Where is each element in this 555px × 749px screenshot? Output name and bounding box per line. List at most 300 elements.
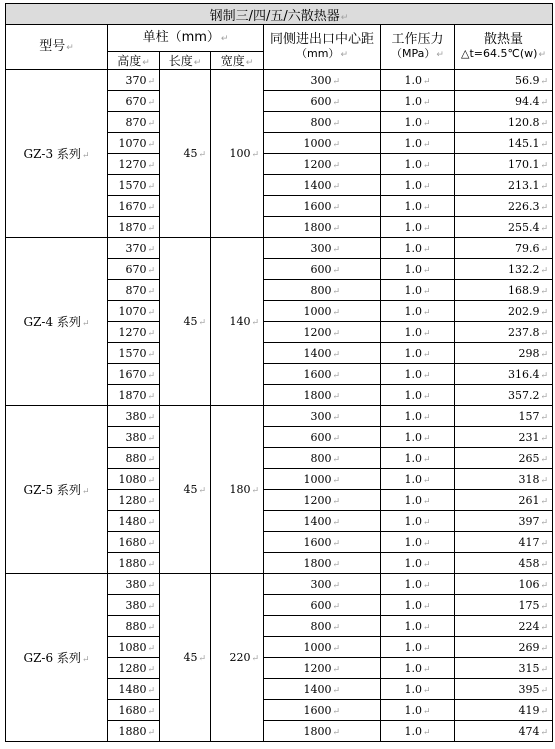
- pressure-cell-value: 1.0: [404, 94, 422, 108]
- height-cell-value: 1680: [118, 535, 147, 549]
- pressure-cell: [381, 532, 455, 553]
- center-distance-cell-value: 1000: [303, 304, 332, 318]
- paragraph-mark-icon: ↵: [147, 454, 155, 465]
- pressure-cell: [381, 595, 455, 616]
- heat-output-cell-value: 419: [518, 703, 540, 717]
- center-distance-cell: [264, 511, 381, 532]
- header-heat-condition: △t=64.5℃(w): [461, 46, 538, 60]
- pressure-cell: [381, 553, 455, 574]
- heat-output-cell: [455, 679, 553, 700]
- pressure-cell: [381, 385, 455, 406]
- height-cell: [108, 238, 160, 259]
- heat-output-cell-value: 132.2: [507, 262, 540, 276]
- paragraph-mark-icon: ↵: [220, 33, 229, 44]
- paragraph-mark-icon: ↵: [332, 559, 340, 570]
- height-cell: [108, 574, 160, 595]
- paragraph-mark-icon: ↵: [332, 328, 340, 339]
- center-distance-cell: [264, 175, 381, 196]
- height-cell-value: 370: [125, 241, 147, 255]
- heat-output-cell: [455, 637, 553, 658]
- paragraph-mark-icon: ↵: [332, 370, 340, 381]
- paragraph-mark-icon: ↵: [251, 654, 259, 664]
- height-cell-value: 1870: [118, 388, 147, 402]
- center-distance-cell: [264, 112, 381, 133]
- center-distance-cell: [264, 259, 381, 280]
- paragraph-mark-icon: ↵: [540, 475, 549, 486]
- height-cell: [108, 175, 160, 196]
- heat-output-cell-value: 175: [518, 598, 540, 612]
- length-cell: [160, 238, 211, 406]
- table-title-text: 钢制三/四/五/六散热器: [209, 8, 340, 24]
- center-distance-cell-value: 300: [310, 73, 332, 87]
- height-cell-value: 380: [125, 430, 147, 444]
- paragraph-mark-icon: ↵: [422, 76, 431, 87]
- pressure-cell-value: 1.0: [404, 220, 422, 234]
- height-cell-value: 1280: [118, 493, 147, 507]
- pressure-cell-value: 1.0: [404, 388, 422, 402]
- height-cell-value: 880: [125, 619, 147, 633]
- pressure-cell: [381, 679, 455, 700]
- paragraph-mark-icon: ↵: [147, 517, 155, 528]
- heat-output-cell-value: 224: [518, 619, 540, 633]
- header-length-label: 长度: [168, 54, 193, 68]
- height-cell: [108, 112, 160, 133]
- paragraph-mark-icon: ↵: [540, 538, 549, 549]
- header-single-column: [108, 25, 264, 52]
- pressure-cell-value: 1.0: [404, 199, 422, 213]
- paragraph-mark-icon: ↵: [332, 118, 340, 129]
- paragraph-mark-icon: ↵: [251, 318, 259, 328]
- pressure-cell: [381, 637, 455, 658]
- center-distance-cell: [264, 364, 381, 385]
- paragraph-mark-icon: ↵: [540, 643, 549, 654]
- pressure-cell-value: 1.0: [404, 577, 422, 591]
- height-cell-value: 670: [125, 262, 147, 276]
- height-cell: [108, 469, 160, 490]
- center-distance-cell-value: 1400: [303, 514, 332, 528]
- center-distance-cell-value: 300: [310, 409, 332, 423]
- center-distance-cell-value: 1400: [303, 346, 332, 360]
- height-cell-value: 880: [125, 451, 147, 465]
- model-cell-value: GZ-6 系列: [23, 651, 81, 665]
- pressure-cell-value: 1.0: [404, 598, 422, 612]
- paragraph-mark-icon: ↵: [540, 433, 549, 444]
- paragraph-mark-icon: ↵: [332, 706, 340, 717]
- paragraph-mark-icon: ↵: [198, 486, 206, 496]
- paragraph-mark-icon: ↵: [81, 319, 90, 329]
- paragraph-mark-icon: ↵: [540, 664, 549, 675]
- pressure-cell-value: 1.0: [404, 325, 422, 339]
- paragraph-mark-icon: ↵: [332, 139, 340, 150]
- paragraph-mark-icon: ↵: [251, 486, 259, 496]
- height-cell: [108, 259, 160, 280]
- paragraph-mark-icon: ↵: [332, 475, 340, 486]
- model-cell: [6, 574, 108, 742]
- paragraph-mark-icon: ↵: [422, 223, 431, 234]
- paragraph-mark-icon: ↵: [422, 139, 431, 150]
- pressure-cell: [381, 322, 455, 343]
- paragraph-mark-icon: ↵: [147, 706, 155, 717]
- paragraph-mark-icon: ↵: [422, 727, 431, 738]
- height-cell-value: 1670: [118, 199, 147, 213]
- paragraph-mark-icon: ↵: [540, 307, 549, 318]
- pressure-cell: [381, 343, 455, 364]
- header-center-distance: [264, 25, 381, 70]
- pressure-cell: [381, 196, 455, 217]
- paragraph-mark-icon: ↵: [540, 244, 549, 255]
- paragraph-mark-icon: ↵: [147, 328, 155, 339]
- center-distance-cell: [264, 637, 381, 658]
- paragraph-mark-icon: ↵: [422, 601, 431, 612]
- paragraph-mark-icon: ↵: [540, 580, 549, 591]
- height-cell: [108, 406, 160, 427]
- center-distance-cell-value: 1600: [303, 367, 332, 381]
- pressure-cell-value: 1.0: [404, 556, 422, 570]
- header-pressure-unit: （MPa）: [391, 46, 436, 60]
- heat-output-cell-value: 458: [518, 556, 540, 570]
- radiator-spec-table: [5, 3, 553, 742]
- height-cell-value: 1570: [118, 178, 147, 192]
- heat-output-cell: [455, 721, 553, 742]
- pressure-cell-value: 1.0: [404, 703, 422, 717]
- width-cell: [211, 238, 264, 406]
- height-cell-value: 1480: [118, 682, 147, 696]
- heat-output-cell-value: 474: [518, 724, 540, 738]
- center-distance-cell: [264, 427, 381, 448]
- pressure-cell: [381, 301, 455, 322]
- pressure-cell-value: 1.0: [404, 157, 422, 171]
- paragraph-mark-icon: ↵: [540, 223, 549, 234]
- center-distance-cell-value: 800: [310, 451, 332, 465]
- paragraph-mark-icon: ↵: [340, 12, 349, 23]
- header-height: [108, 52, 160, 70]
- paragraph-mark-icon: ↵: [332, 412, 340, 423]
- paragraph-mark-icon: ↵: [422, 349, 431, 360]
- paragraph-mark-icon: ↵: [540, 202, 549, 213]
- pressure-cell-value: 1.0: [404, 724, 422, 738]
- height-cell-value: 1480: [118, 514, 147, 528]
- center-distance-cell: [264, 280, 381, 301]
- heat-output-cell: [455, 448, 553, 469]
- heat-output-cell: [455, 154, 553, 175]
- header-model: [6, 25, 108, 70]
- height-cell: [108, 91, 160, 112]
- height-cell-value: 1280: [118, 661, 147, 675]
- paragraph-mark-icon: ↵: [332, 391, 340, 402]
- paragraph-mark-icon: ↵: [540, 727, 549, 738]
- paragraph-mark-icon: ↵: [422, 454, 431, 465]
- width-cell-value: 220: [229, 651, 251, 664]
- center-distance-cell: [264, 91, 381, 112]
- paragraph-mark-icon: ↵: [147, 496, 155, 507]
- length-cell: [160, 406, 211, 574]
- heat-output-cell: [455, 280, 553, 301]
- heat-output-cell: [455, 469, 553, 490]
- heat-output-cell-value: 231: [518, 430, 540, 444]
- height-cell-value: 380: [125, 577, 147, 591]
- heat-output-cell-value: 94.4: [514, 94, 540, 108]
- paragraph-mark-icon: ↵: [422, 643, 431, 654]
- paragraph-mark-icon: ↵: [340, 49, 348, 60]
- paragraph-mark-icon: ↵: [422, 496, 431, 507]
- table-title: [6, 4, 553, 25]
- header-width: [211, 52, 264, 70]
- heat-output-cell: [455, 133, 553, 154]
- height-cell: [108, 679, 160, 700]
- pressure-cell-value: 1.0: [404, 346, 422, 360]
- height-cell: [108, 133, 160, 154]
- heat-output-cell-value: 298: [518, 346, 540, 360]
- paragraph-mark-icon: ↵: [540, 139, 549, 150]
- paragraph-mark-icon: ↵: [332, 496, 340, 507]
- pressure-cell: [381, 259, 455, 280]
- paragraph-mark-icon: ↵: [540, 517, 549, 528]
- paragraph-mark-icon: ↵: [142, 58, 150, 68]
- header-heat: [455, 25, 553, 70]
- paragraph-mark-icon: ↵: [540, 160, 549, 171]
- pressure-cell: [381, 469, 455, 490]
- paragraph-mark-icon: ↵: [538, 49, 546, 60]
- pressure-cell-value: 1.0: [404, 514, 422, 528]
- paragraph-mark-icon: ↵: [540, 286, 549, 297]
- center-distance-cell-value: 1600: [303, 703, 332, 717]
- model-cell: [6, 70, 108, 238]
- heat-output-cell-value: 265: [518, 451, 540, 465]
- pressure-cell-value: 1.0: [404, 451, 422, 465]
- paragraph-mark-icon: ↵: [332, 97, 340, 108]
- pressure-cell-value: 1.0: [404, 178, 422, 192]
- heat-output-cell-value: 417: [518, 535, 540, 549]
- center-distance-cell: [264, 469, 381, 490]
- heat-output-cell: [455, 70, 553, 91]
- height-cell: [108, 490, 160, 511]
- paragraph-mark-icon: ↵: [147, 76, 155, 87]
- paragraph-mark-icon: ↵: [147, 202, 155, 213]
- center-distance-cell-value: 1600: [303, 535, 332, 549]
- table-body: [6, 70, 553, 742]
- paragraph-mark-icon: ↵: [422, 118, 431, 129]
- pressure-cell-value: 1.0: [404, 115, 422, 129]
- header-single-column-label: 单柱（mm）: [142, 29, 220, 45]
- center-distance-cell-value: 600: [310, 262, 332, 276]
- heat-output-cell: [455, 406, 553, 427]
- length-cell-value: 45: [183, 315, 198, 328]
- pressure-cell: [381, 112, 455, 133]
- heat-output-cell: [455, 511, 553, 532]
- heat-output-cell-value: 106: [518, 577, 540, 591]
- pressure-cell: [381, 280, 455, 301]
- heat-output-cell: [455, 259, 553, 280]
- heat-output-cell-value: 226.3: [507, 199, 540, 213]
- center-distance-cell: [264, 406, 381, 427]
- paragraph-mark-icon: ↵: [540, 328, 549, 339]
- paragraph-mark-icon: ↵: [422, 307, 431, 318]
- table-row: [6, 70, 553, 91]
- heat-output-cell: [455, 196, 553, 217]
- header-height-label: 高度: [117, 54, 142, 68]
- center-distance-cell: [264, 574, 381, 595]
- paragraph-mark-icon: ↵: [540, 349, 549, 360]
- paragraph-mark-icon: ↵: [147, 580, 155, 591]
- paragraph-mark-icon: ↵: [147, 118, 155, 129]
- heat-output-cell-value: 213.1: [507, 178, 540, 192]
- pressure-cell: [381, 154, 455, 175]
- center-distance-cell-value: 800: [310, 115, 332, 129]
- width-cell-value: 100: [229, 147, 251, 160]
- header-pressure-label: 工作压力: [391, 31, 444, 47]
- heat-output-cell-value: 261: [518, 493, 540, 507]
- height-cell-value: 380: [125, 409, 147, 423]
- paragraph-mark-icon: ↵: [81, 655, 90, 665]
- pressure-cell-value: 1.0: [404, 535, 422, 549]
- heat-output-cell: [455, 532, 553, 553]
- paragraph-mark-icon: ↵: [422, 580, 431, 591]
- paragraph-mark-icon: ↵: [147, 286, 155, 297]
- center-distance-cell-value: 1800: [303, 220, 332, 234]
- paragraph-mark-icon: ↵: [147, 370, 155, 381]
- heat-output-cell: [455, 112, 553, 133]
- paragraph-mark-icon: ↵: [245, 58, 254, 68]
- height-cell-value: 1880: [118, 556, 147, 570]
- paragraph-mark-icon: ↵: [81, 151, 90, 161]
- paragraph-mark-icon: ↵: [147, 559, 155, 570]
- width-cell: [211, 574, 264, 742]
- paragraph-mark-icon: ↵: [332, 622, 340, 633]
- paragraph-mark-icon: ↵: [147, 181, 155, 192]
- height-cell-value: 1270: [118, 325, 147, 339]
- height-cell-value: 1680: [118, 703, 147, 717]
- heat-output-cell-value: 79.6: [514, 241, 540, 255]
- paragraph-mark-icon: ↵: [422, 391, 431, 402]
- heat-output-cell-value: 145.1: [507, 136, 540, 150]
- heat-output-cell: [455, 553, 553, 574]
- paragraph-mark-icon: ↵: [540, 496, 549, 507]
- heat-output-cell: [455, 343, 553, 364]
- center-distance-cell-value: 300: [310, 241, 332, 255]
- paragraph-mark-icon: ↵: [422, 286, 431, 297]
- center-distance-cell-value: 1000: [303, 640, 332, 654]
- paragraph-mark-icon: ↵: [332, 664, 340, 675]
- center-distance-cell: [264, 553, 381, 574]
- center-distance-cell-value: 300: [310, 577, 332, 591]
- paragraph-mark-icon: ↵: [251, 150, 259, 160]
- center-distance-cell: [264, 448, 381, 469]
- height-cell: [108, 364, 160, 385]
- paragraph-mark-icon: ↵: [147, 265, 155, 276]
- paragraph-mark-icon: ↵: [147, 664, 155, 675]
- center-distance-cell-value: 600: [310, 430, 332, 444]
- paragraph-mark-icon: ↵: [540, 454, 549, 465]
- heat-output-cell: [455, 301, 553, 322]
- paragraph-mark-icon: ↵: [422, 97, 431, 108]
- paragraph-mark-icon: ↵: [422, 202, 431, 213]
- pressure-cell-value: 1.0: [404, 262, 422, 276]
- center-distance-cell-value: 1000: [303, 136, 332, 150]
- pressure-cell: [381, 217, 455, 238]
- header-pressure: [381, 25, 455, 70]
- height-cell-value: 1870: [118, 220, 147, 234]
- paragraph-mark-icon: ↵: [198, 654, 206, 664]
- paragraph-mark-icon: ↵: [147, 433, 155, 444]
- center-distance-cell-value: 1800: [303, 388, 332, 402]
- paragraph-mark-icon: ↵: [147, 727, 155, 738]
- height-cell-value: 370: [125, 73, 147, 87]
- center-distance-cell-value: 600: [310, 598, 332, 612]
- paragraph-mark-icon: ↵: [332, 223, 340, 234]
- paragraph-mark-icon: ↵: [422, 244, 431, 255]
- header-length: [160, 52, 211, 70]
- pressure-cell: [381, 238, 455, 259]
- paragraph-mark-icon: ↵: [422, 328, 431, 339]
- height-cell: [108, 658, 160, 679]
- table-row: [6, 406, 553, 427]
- paragraph-mark-icon: ↵: [422, 622, 431, 633]
- heat-output-cell-value: 316.4: [507, 367, 540, 381]
- paragraph-mark-icon: ↵: [66, 42, 74, 53]
- paragraph-mark-icon: ↵: [332, 454, 340, 465]
- height-cell: [108, 637, 160, 658]
- heat-output-cell: [455, 91, 553, 112]
- paragraph-mark-icon: ↵: [422, 433, 431, 444]
- pressure-cell: [381, 490, 455, 511]
- heat-output-cell-value: 157: [518, 409, 540, 423]
- height-cell: [108, 595, 160, 616]
- paragraph-mark-icon: ↵: [540, 622, 549, 633]
- paragraph-mark-icon: ↵: [147, 160, 155, 171]
- heat-output-cell-value: 357.2: [507, 388, 540, 402]
- heat-output-cell: [455, 322, 553, 343]
- heat-output-cell: [455, 364, 553, 385]
- model-cell-value: GZ-3 系列: [23, 147, 81, 161]
- center-distance-cell: [264, 301, 381, 322]
- height-cell: [108, 700, 160, 721]
- pressure-cell: [381, 721, 455, 742]
- heat-output-cell: [455, 217, 553, 238]
- paragraph-mark-icon: ↵: [540, 601, 549, 612]
- height-cell: [108, 322, 160, 343]
- paragraph-mark-icon: ↵: [540, 412, 549, 423]
- paragraph-mark-icon: ↵: [332, 517, 340, 528]
- paragraph-mark-icon: ↵: [147, 412, 155, 423]
- height-cell: [108, 721, 160, 742]
- paragraph-mark-icon: ↵: [422, 265, 431, 276]
- height-cell: [108, 301, 160, 322]
- height-cell-value: 1570: [118, 346, 147, 360]
- paragraph-mark-icon: ↵: [147, 391, 155, 402]
- center-distance-cell: [264, 343, 381, 364]
- center-distance-cell: [264, 217, 381, 238]
- heat-output-cell-value: 397: [518, 514, 540, 528]
- paragraph-mark-icon: ↵: [198, 150, 206, 160]
- paragraph-mark-icon: ↵: [332, 181, 340, 192]
- model-cell: [6, 238, 108, 406]
- heat-output-cell-value: 318: [518, 472, 540, 486]
- heat-output-cell: [455, 490, 553, 511]
- height-cell-value: 870: [125, 115, 147, 129]
- heat-output-cell-value: 120.8: [507, 115, 540, 129]
- height-cell: [108, 532, 160, 553]
- length-cell: [160, 70, 211, 238]
- table-row: [6, 238, 553, 259]
- paragraph-mark-icon: ↵: [332, 601, 340, 612]
- center-distance-cell-value: 1200: [303, 493, 332, 507]
- height-cell-value: 1070: [118, 304, 147, 318]
- center-distance-cell-value: 1800: [303, 724, 332, 738]
- paragraph-mark-icon: ↵: [540, 559, 549, 570]
- center-distance-cell: [264, 532, 381, 553]
- height-cell: [108, 70, 160, 91]
- center-distance-cell-value: 1200: [303, 157, 332, 171]
